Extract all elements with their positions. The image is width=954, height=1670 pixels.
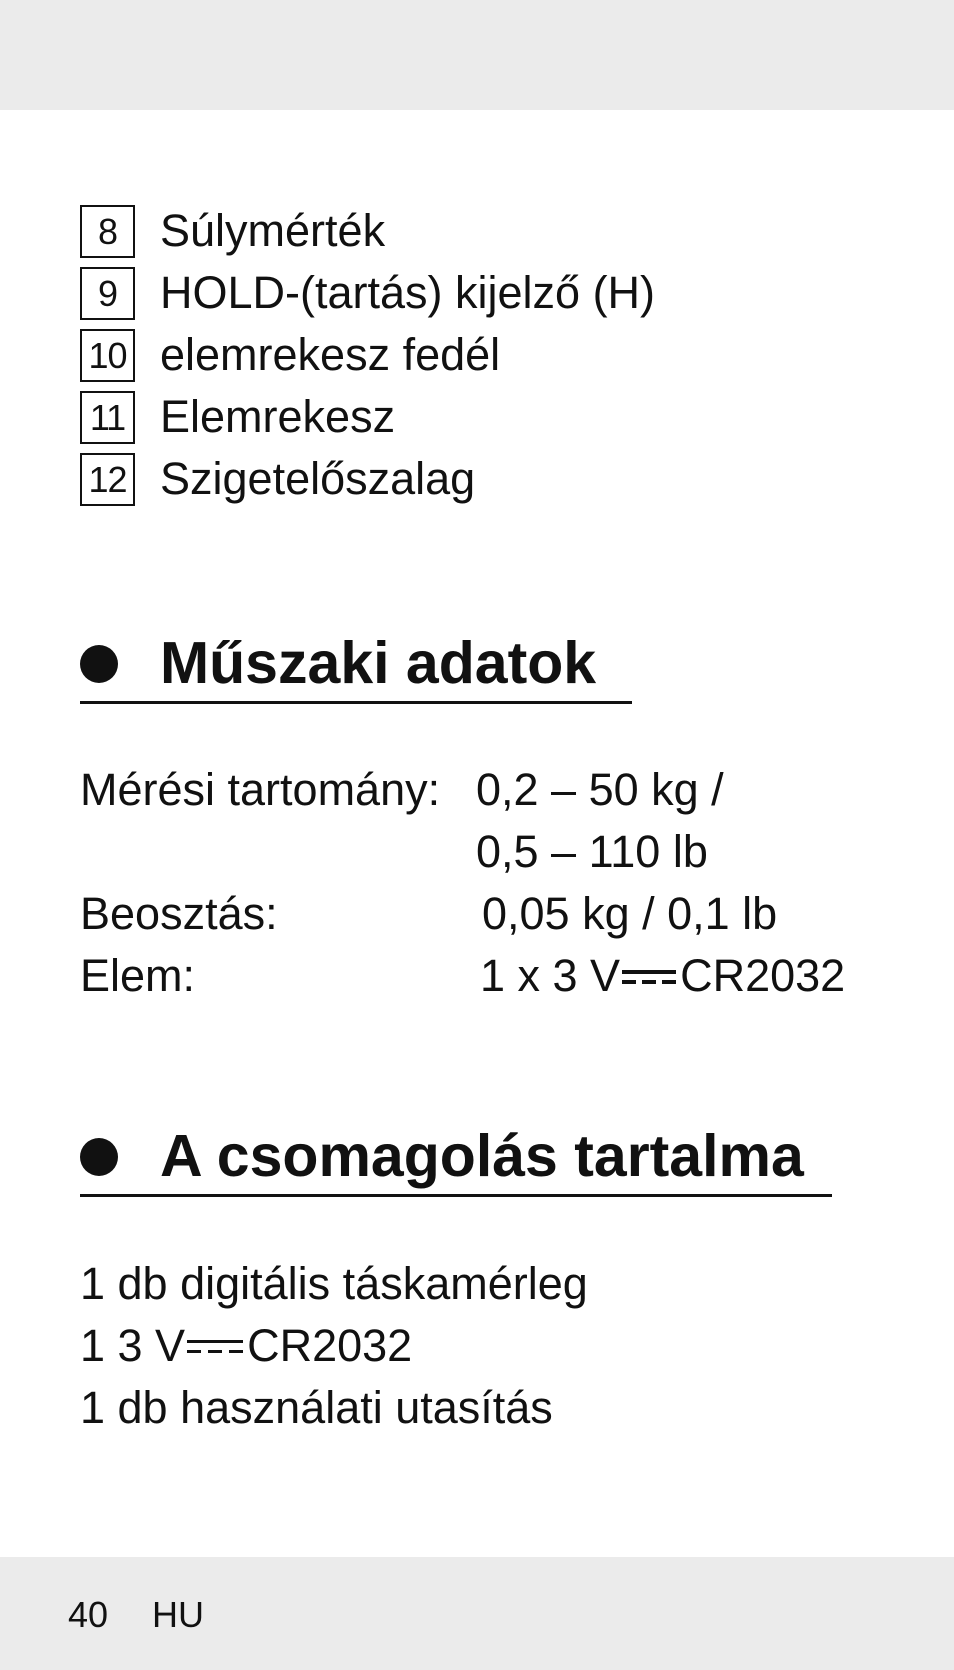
battery-type: CR2032 bbox=[680, 950, 846, 1001]
package-item bbox=[80, 1316, 412, 1376]
division-label: Beosztás: bbox=[80, 888, 278, 939]
battery-label: Elem: bbox=[80, 950, 196, 1001]
part-number-box: 8 bbox=[80, 205, 135, 258]
bullet-icon bbox=[80, 1138, 118, 1176]
specs-heading bbox=[80, 628, 632, 708]
battery-type: CR2032 bbox=[247, 1320, 413, 1371]
header-band bbox=[0, 0, 954, 110]
part-number-box: 10 bbox=[80, 329, 135, 382]
part-number-box: 9 bbox=[80, 267, 135, 320]
part-number-box: 12 bbox=[80, 453, 135, 506]
part-label: HOLD-(tartás) kijelző (H) bbox=[160, 267, 656, 318]
part-label: Súlymérték bbox=[160, 205, 386, 256]
division-value: 0,05 kg / 0,1 lb bbox=[482, 888, 778, 939]
bullet-icon bbox=[80, 645, 118, 683]
package-item: 1 db használati utasítás bbox=[80, 1382, 553, 1433]
battery-voltage: 1 x 3 V bbox=[480, 950, 621, 1001]
battery-value bbox=[480, 946, 845, 1006]
part-label: Szigetelőszalag bbox=[160, 453, 476, 504]
battery-voltage: 1 3 V bbox=[80, 1320, 186, 1371]
dc-current-icon bbox=[622, 967, 676, 987]
language-code: HU bbox=[152, 1594, 204, 1635]
package-title: A csomagolás tartalma bbox=[160, 1123, 804, 1189]
range-label: Mérési tartomány: bbox=[80, 764, 441, 815]
package-item: 1 db digitális táskamérleg bbox=[80, 1258, 588, 1309]
heading-underline bbox=[80, 1194, 832, 1197]
part-label: Elemrekesz bbox=[160, 391, 396, 442]
part-number-box: 11 bbox=[80, 391, 135, 444]
footer-band bbox=[0, 1557, 954, 1670]
heading-underline bbox=[80, 701, 632, 704]
page-number: 40 bbox=[68, 1594, 109, 1635]
range-value-lb: 0,5 – 110 lb bbox=[476, 826, 708, 877]
dc-current-icon bbox=[187, 1337, 243, 1357]
specs-title: Műszaki adatok bbox=[160, 630, 597, 696]
part-label: elemrekesz fedél bbox=[160, 329, 501, 380]
range-value-kg: 0,2 – 50 kg / bbox=[476, 764, 724, 815]
package-heading bbox=[80, 1121, 832, 1201]
